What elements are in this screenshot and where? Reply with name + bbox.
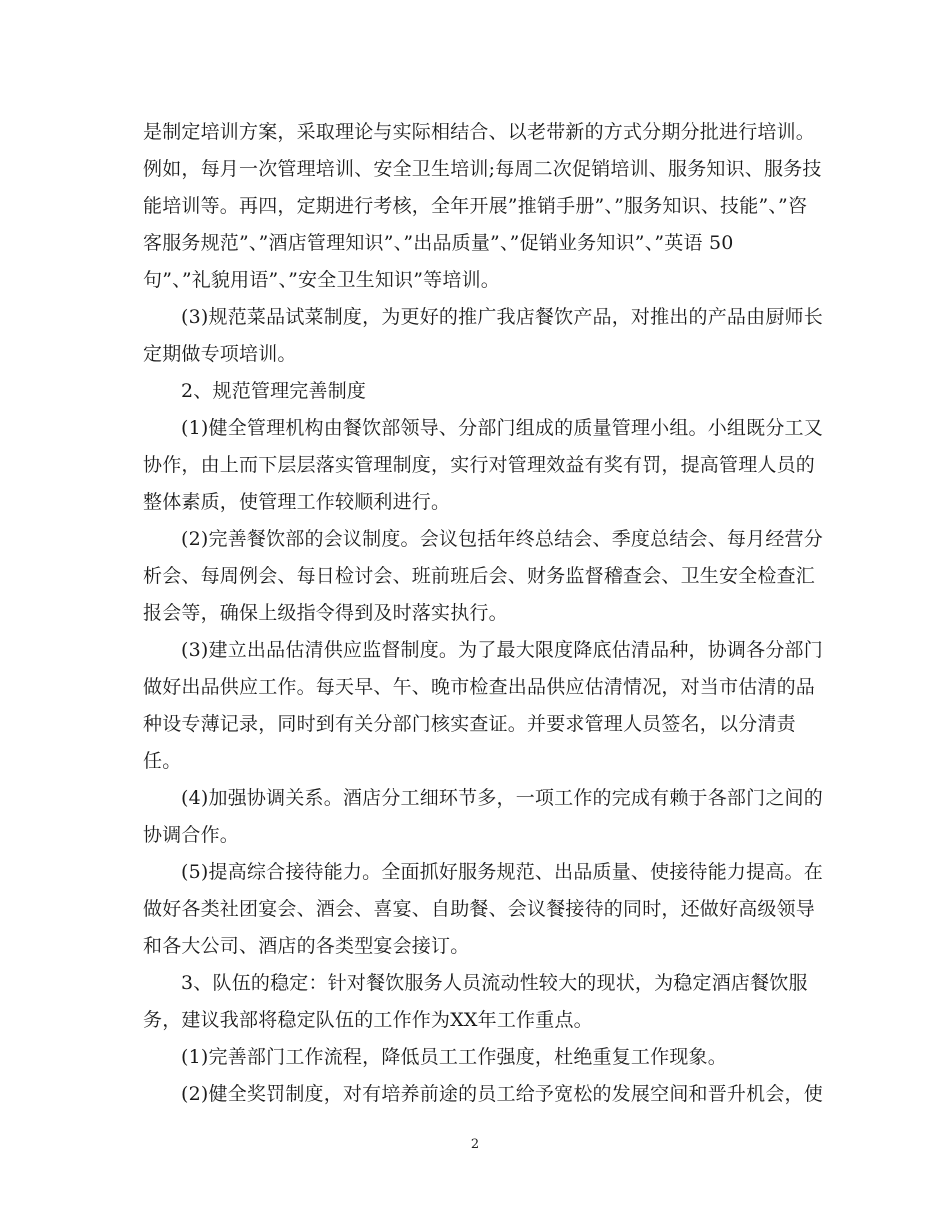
text-line: 任。 <box>143 750 182 772</box>
text-line: 句”、”礼貌用语”、”安全卫生知识”等培训。 <box>143 269 500 291</box>
section-heading: 3、队伍的稳定：针对餐饮服务人员流动性较大的现状，为稳定酒店餐饮服 <box>181 972 808 994</box>
document-body <box>143 114 823 1113</box>
text-line: 定期做专项培训。 <box>143 343 297 365</box>
text-line: 析会、每周例会、每日检讨会、班前班后会、财务监督稽查会、卫生安全检查汇 <box>143 565 816 587</box>
text-line: 是制定培训方案，采取理论与实际相结合、以老带新的方式分期分批进行培训。 <box>143 121 816 143</box>
text-line: 做好各类社团宴会、酒会、喜宴、自助餐、会议餐接待的同时，还做好高级领导 <box>143 898 816 920</box>
text-line: (4)加强协调关系。酒店分工细环节多，一项工作的完成有赖于各部门之间的 <box>181 787 823 809</box>
section-heading: 2、规范管理完善制度 <box>181 380 367 402</box>
text-line: 协作，由上而下层层落实管理制度，实行对管理效益有奖有罚，提高管理人员的 <box>143 454 816 476</box>
text-line: 整体素质，使管理工作较顺利进行。 <box>143 491 451 513</box>
text-line: 协调合作。 <box>143 824 240 846</box>
text-line: 务，建议我部将稳定队伍的工作作为XX年工作重点。 <box>143 1009 593 1031</box>
text-line: (3)建立出品估清供应监督制度。为了最大限度降底估清品种，协调各分部门 <box>181 639 823 661</box>
text-line: 例如，每月一次管理培训、安全卫生培训;每周二次促销培训、服务知识、服务技 <box>143 158 822 180</box>
text-line: (2)健全奖罚制度，对有培养前途的员工给予宽松的发展空间和晋升机会，使 <box>181 1083 823 1105</box>
text-line: 客服务规范”、”酒店管理知识”、”出品质量”、”促销业务知识”、”英语 50 <box>143 232 734 254</box>
text-line: 做好出品供应工作。每天早、午、晚市检查出品供应估清情况，对当市估清的品 <box>143 676 816 698</box>
text-line: 能培训等。再四，定期进行考核，全年开展”推销手册”、”服务知识、技能”、”咨 <box>143 195 808 217</box>
text-line: 种设专薄记录，同时到有关分部门核实查证。并要求管理人员签名，以分清责 <box>143 713 796 735</box>
text-line: (2)完善餐饮部的会议制度。会议包括年终总结会、季度总结会、每月经营分 <box>181 528 823 550</box>
page-number: 2 <box>470 1137 480 1152</box>
text-line: 报会等，确保上级指令得到及时落实执行。 <box>143 602 508 624</box>
text-line: (3)规范菜品试菜制度，为更好的推广我店餐饮产品，对推出的产品由厨师长 <box>181 306 823 328</box>
text-line: 和各大公司、酒店的各类型宴会接订。 <box>143 935 470 957</box>
text-line: (5)提高综合接待能力。全面抓好服务规范、出品质量、使接待能力提高。在 <box>181 861 823 883</box>
text-line: (1)完善部门工作流程，降低员工工作强度，杜绝重复工作现象。 <box>181 1046 727 1068</box>
text-line: (1)健全管理机构由餐饮部领导、分部门组成的质量管理小组。小组既分工又 <box>181 417 823 439</box>
